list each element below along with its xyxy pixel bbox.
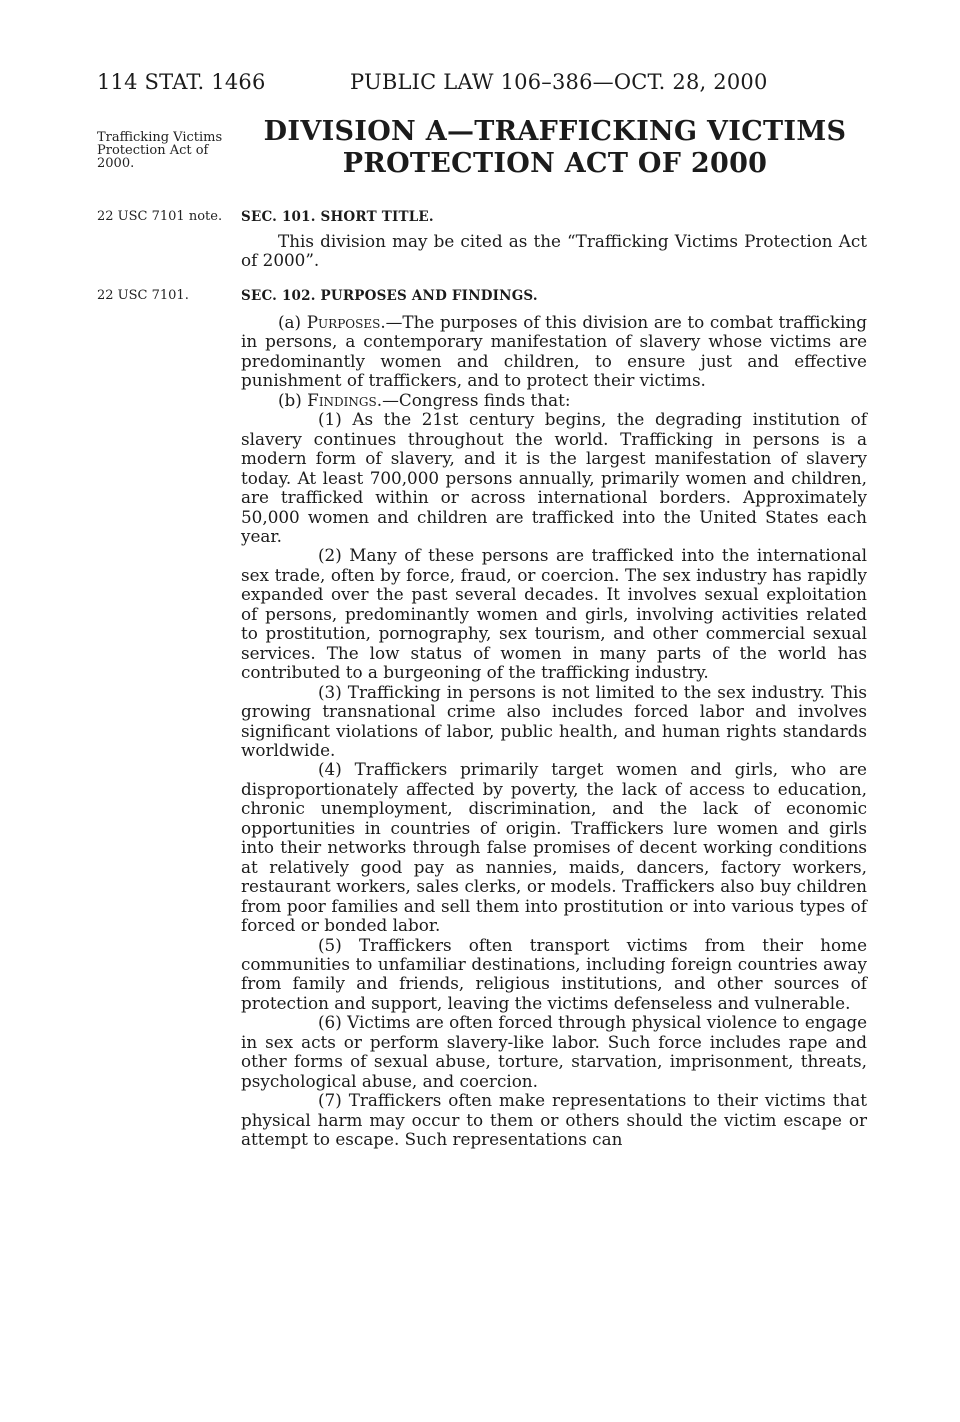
purposes-title: Purposes <box>306 312 381 332</box>
division-title-line1: DIVISION A—TRAFFICKING VICTIMS <box>263 116 847 147</box>
findings-title: Findings <box>307 389 377 410</box>
division-title <box>240 116 870 180</box>
section-102-heading: SEC. 102. PURPOSES AND FINDINGS. <box>241 288 538 304</box>
finding-5: (5) Traffickers often transport victims from their home communities to unfamiliar destinations, including foreign countries away from family and friends, religious institutions, and other sources of protection and support, leaving the victims defenseless and vulnerable. <box>241 934 867 1013</box>
purposes-paragraph <box>241 313 867 391</box>
margin-note-act-title: Trafficking Victims Protection Act of 2000. <box>97 130 223 171</box>
division-title-line2: PROTECTION ACT OF 2000 <box>342 148 768 179</box>
purposes-text: .—The purposes of this division are to combat trafficking in persons, a contemporary manifestation of slavery whose victims are predominantly women and children, to ensure just and effective punishment of traffickers, and to protect their victims. <box>241 312 867 391</box>
finding-7: (7) Traffickers often make representations to their victims that physical harm may occur to them or others should the victim escape or attempt to escape. Such representations can <box>241 1090 867 1150</box>
purposes-label: (a) <box>278 312 307 332</box>
section-101-heading: SEC. 101. SHORT TITLE. <box>241 209 434 225</box>
margin-note-usc: 22 USC 7101. <box>97 288 189 303</box>
finding-6: (6) Victims are often forced through physical violence to engage in sex acts or perform slavery-like labor. Such force includes rape and other forms of sexual abuse, torture, starvation, imprisonment, threats, psychological abuse, and coercion. <box>241 1012 867 1091</box>
page-reference: 114 STAT. 1466 <box>97 70 266 94</box>
law-reference: PUBLIC LAW 106–386—OCT. 28, 2000 <box>350 70 768 94</box>
finding-1: (1) As the 21st century begins, the degrading institution of slavery continues throughout the world. Trafficking in persons is a modern form of slavery, and it is the largest manifestation of slavery today. At least 700,000 persons annually, primarily women and children, are trafficked within or across international borders. Approximately 50,000 women and children are trafficked into the United States each year. <box>241 409 867 546</box>
finding-2: (2) Many of these persons are trafficked into the international sex trade, often by force, fraud, or coercion. The sex industry has rapidly expanded over the past several decades. It involves sexual exploitation of persons, predominantly women and girls, involving activities related to prostitution, pornography, sex tourism, and other commercial sexual services. The low status of women in many parts of the world has contributed to a burgeoning of the trafficking industry. <box>241 545 867 683</box>
section-101-body <box>241 232 867 271</box>
findings-paragraph <box>241 391 867 410</box>
findings-text: .—Congress finds that: <box>376 389 571 410</box>
finding-4: (4) Traffickers primarily target women and girls, who are disproportionately affected by poverty, the lack of access to education, chronic unemployment, discrimination, and the lack of economic opportunities in countries of origin. Traffickers lure women and girls into their networks through false promises of decent working conditions at relatively good pay as nannies, maids, dancers, factory workers, restaurant workers, sales clerks, or models. Traffickers also buy children from poor families and sell them into prostitution or into various types of forced or bonded labor. <box>241 759 867 936</box>
section-102-body <box>241 313 867 1149</box>
finding-3: (3) Trafficking in persons is not limited to the sex industry. This growing transnational crime also includes forced labor and involves significant violations of labor, public health, and human rights standards worldwide. <box>241 681 867 760</box>
margin-note-usc-note: 22 USC 7101 note. <box>97 209 223 224</box>
findings-label: (b) <box>278 389 308 410</box>
short-title-paragraph: This division may be cited as the “Trafficking Victims Protection Act of 2000”. <box>241 231 867 271</box>
